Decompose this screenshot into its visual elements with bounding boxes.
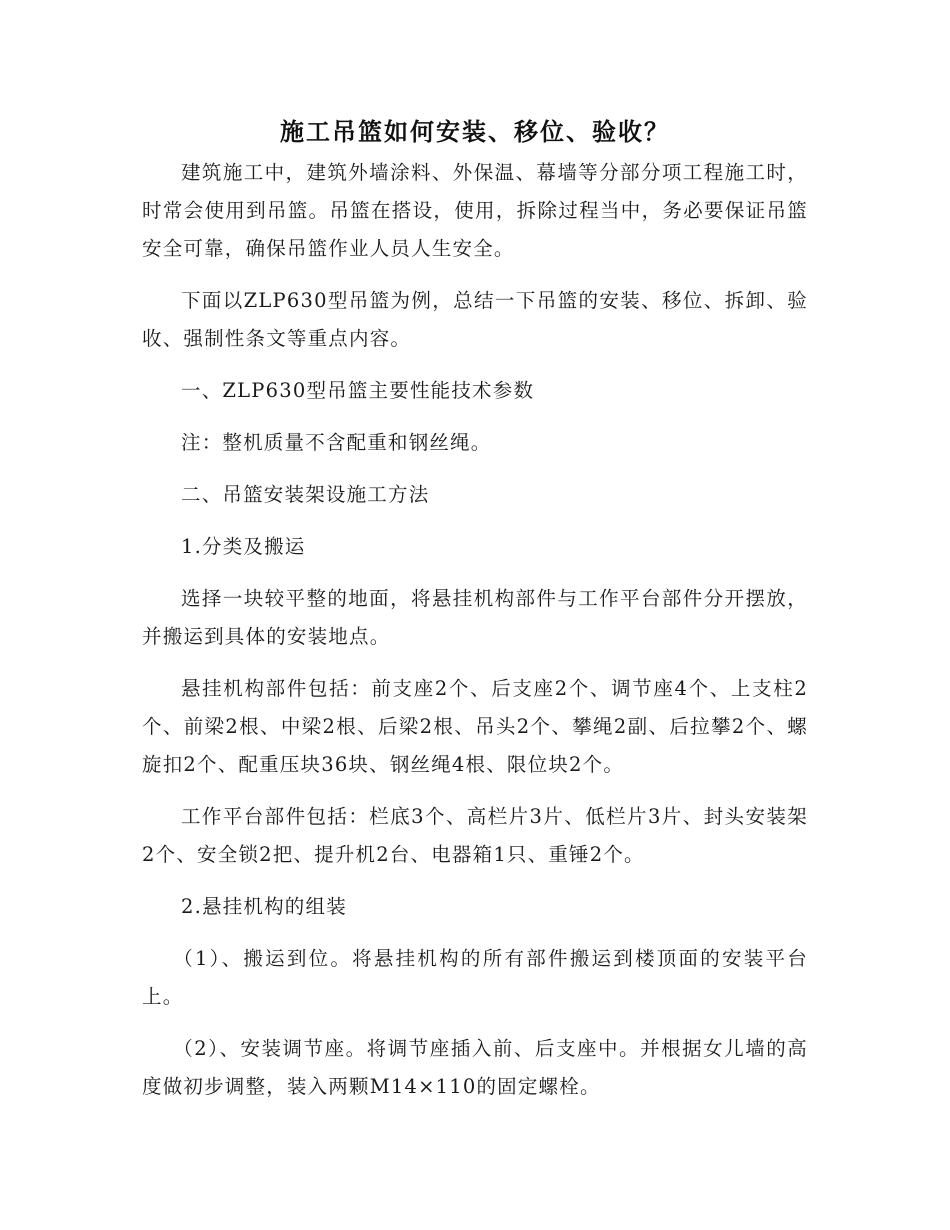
subheading-sorting-transport: 1.分类及搬运: [181, 535, 306, 558]
paragraph-note: 注：整机质量不含配重和钢丝绳。: [181, 431, 492, 454]
section-heading-parameters: 一、ZLP630型吊篮主要性能技术参数: [181, 379, 535, 402]
paragraph-intro: 建筑施工中，建筑外墙涂料、外保温、幕墙等分部分项工程施工时，时常会使用到吊篮。吊篮在搭设，使用，拆除过程当中，务必要保证吊篮安全可靠，确保吊篮作业人员人生安全。: [142, 161, 808, 260]
paragraph-step-2: （2）、安装调节座。将调节座插入前、后支座中。并根据女儿墙的高度做初步调整，装入两颗M14×110的固定螺栓。: [142, 1037, 808, 1098]
paragraph-suspension-parts: 悬挂机构部件包括：前支座2个、后支座2个、调节座4个、上支柱2个、前梁2根、中梁2根、后梁2根、吊头2个、攀绳2副、后拉攀2个、螺旋扣2个、配重压块36块、钢丝绳4根、限位块2个。: [142, 677, 808, 776]
paragraph-step-1: （1）、搬运到位。将悬挂机构的所有部件搬运到楼顶面的安装平台上。: [142, 947, 808, 1008]
document-title: 施工吊篮如何安装、移位、验收？: [280, 118, 670, 146]
document-body: [142, 112, 808, 1120]
subheading-suspension-assembly: 2.悬挂机构的组装: [181, 895, 347, 918]
section-heading-installation: 二、吊篮安装架设施工方法: [181, 483, 430, 506]
paragraph-site-selection: 选择一块较平整的地面，将悬挂机构部件与工作平台部件分开摆放，并搬运到具体的安装地点。: [142, 587, 808, 648]
paragraph-overview: 下面以ZLP630型吊篮为例，总结一下吊篮的安装、移位、拆卸、验收、强制性条文等重点内容。: [142, 289, 808, 350]
paragraph-platform-parts: 工作平台部件包括：栏底3个、高栏片3片、低栏片3片、封头安装架2个、安全锁2把、提升机2台、电器箱1只、重锤2个。: [142, 805, 808, 866]
